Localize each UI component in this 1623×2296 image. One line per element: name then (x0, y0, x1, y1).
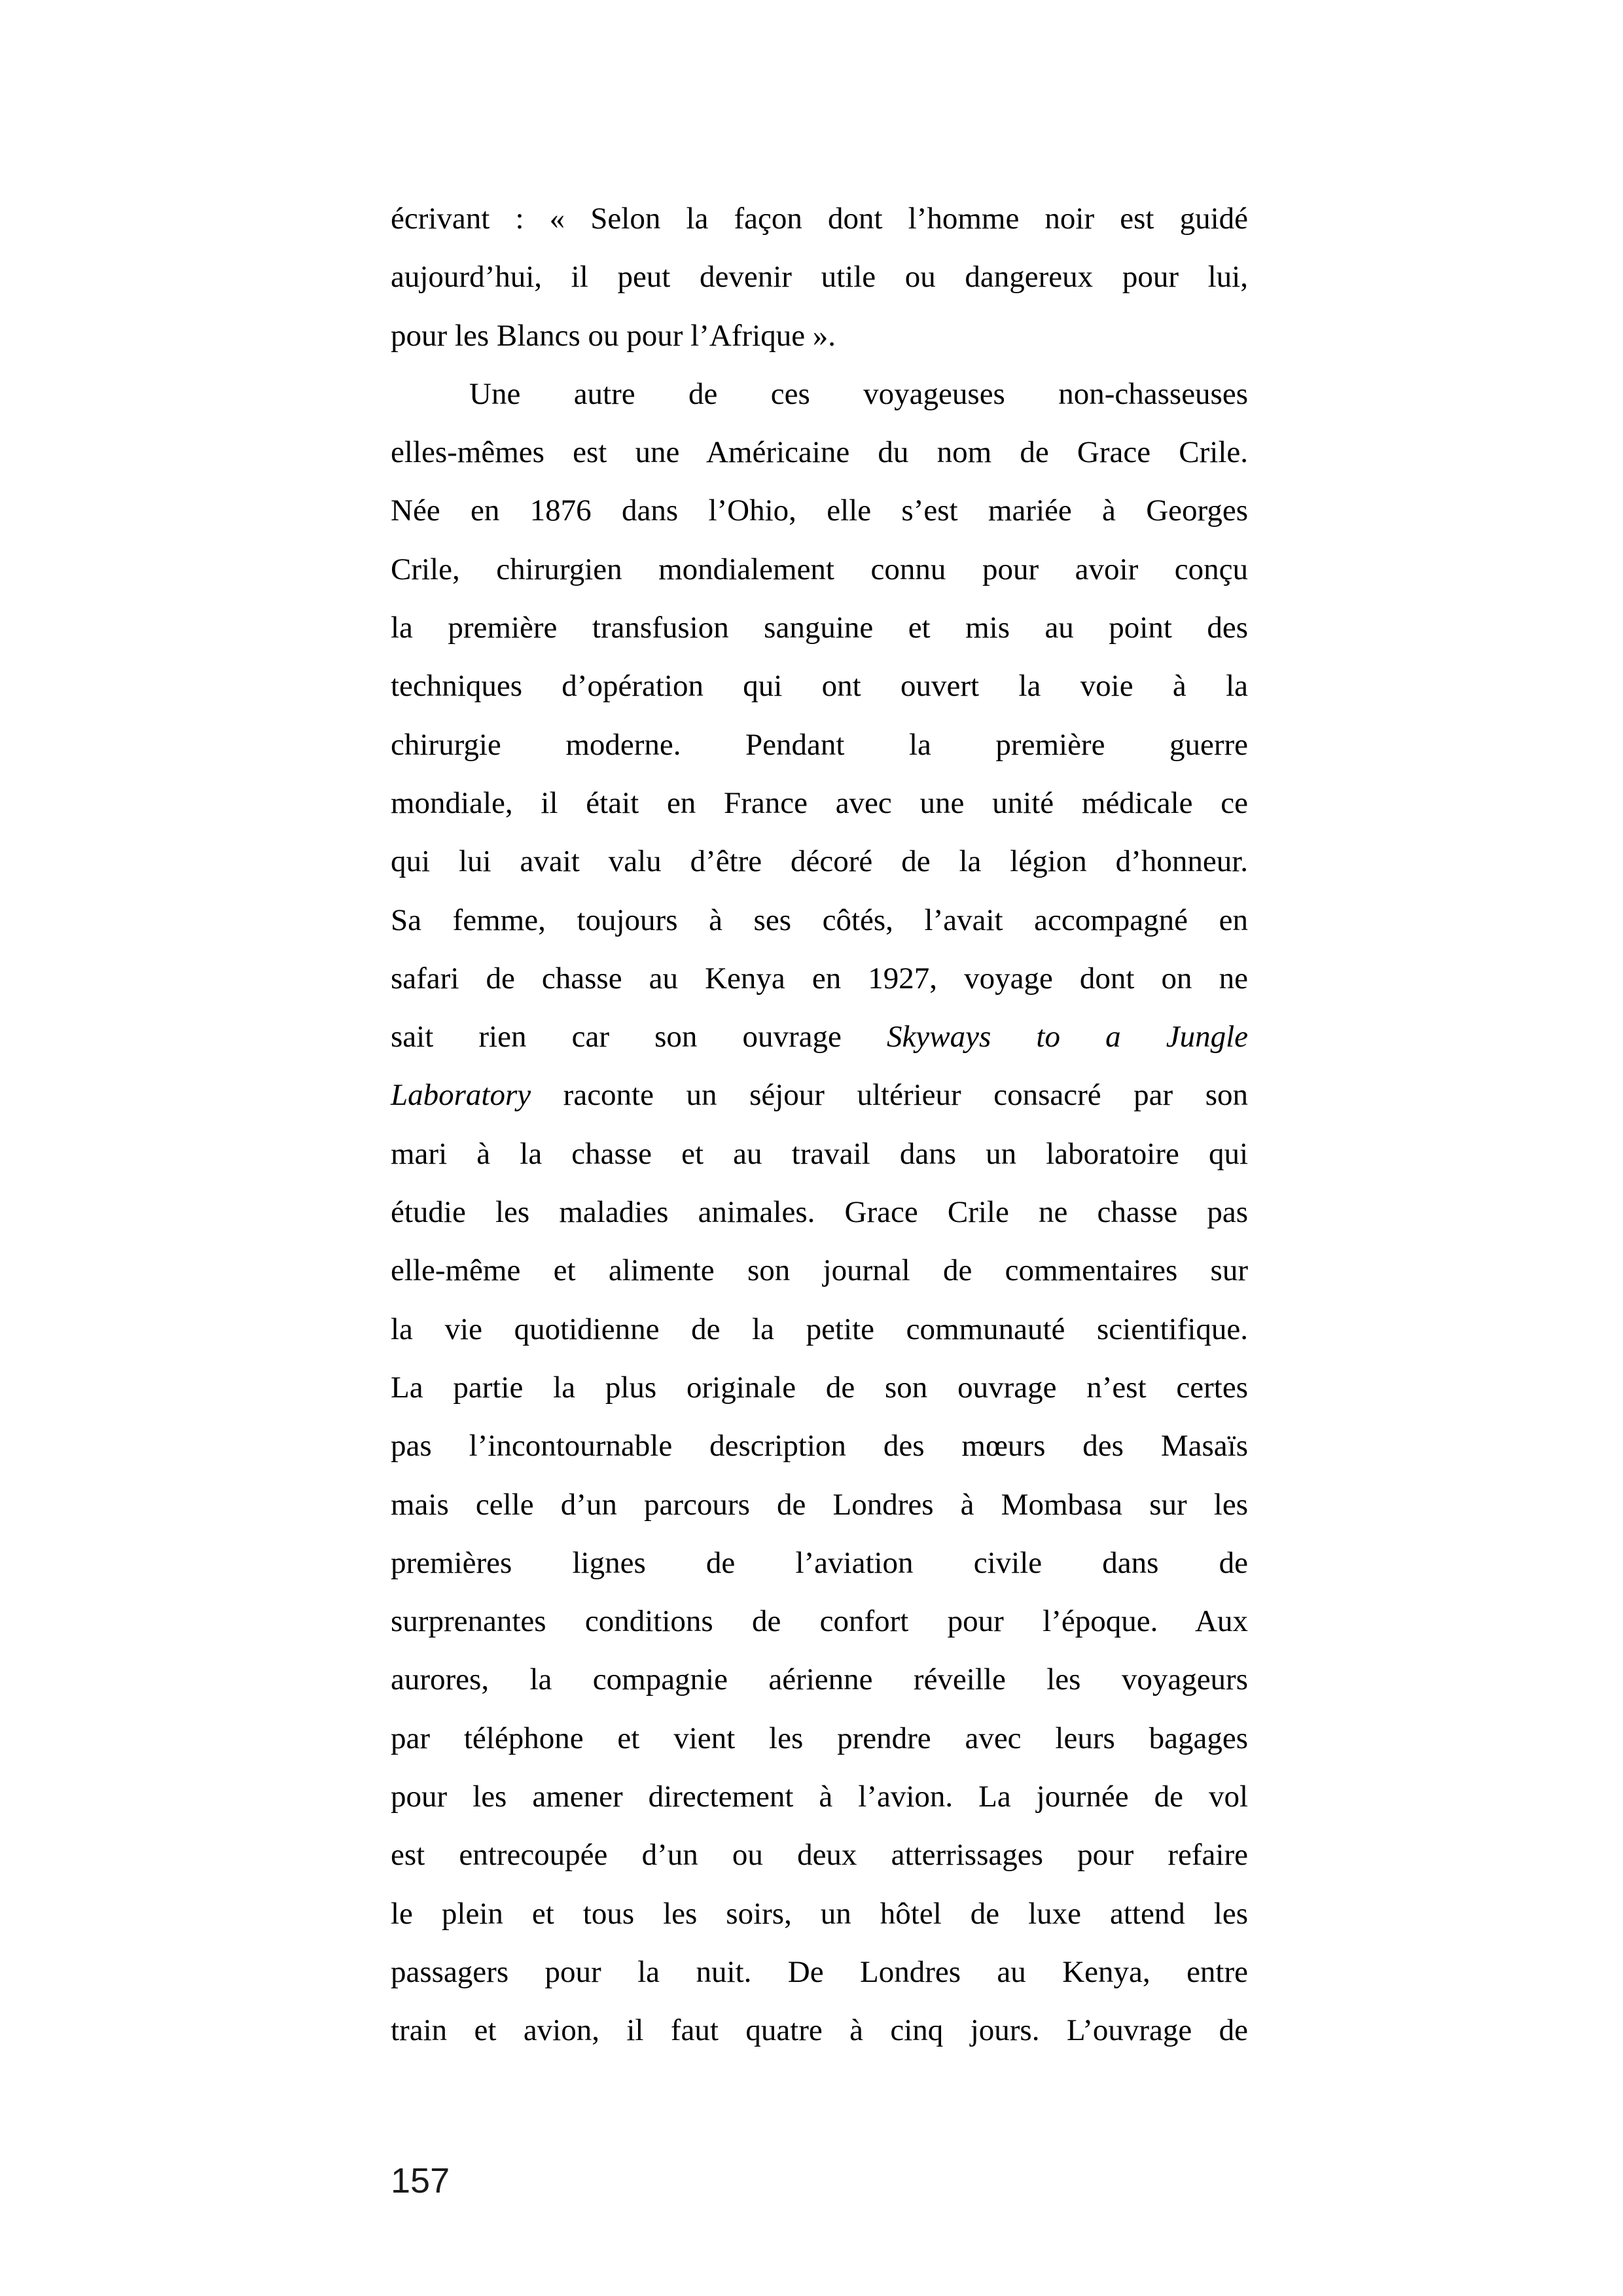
text-segment: mari à la chasse et au travail dans un laboratoire qui (391, 1136, 1248, 1171)
text-line (391, 482, 1248, 540)
text-line (391, 1066, 1248, 1124)
text-line (391, 307, 1248, 365)
text-line (391, 599, 1248, 657)
text-line (391, 1300, 1248, 1359)
text-segment: par téléphone et vient les prendre avec leurs bagages (391, 1721, 1248, 1755)
page-number: 157 (391, 2161, 450, 2200)
text-segment: écrivant : « Selon la façon dont l’homme noir est guidé (391, 202, 1248, 236)
text-line (391, 1651, 1248, 1709)
text-segment: pour les amener directement à l’avion. La journée de vol (391, 1780, 1248, 1814)
text-line (391, 1359, 1248, 1417)
text-segment: passagers pour la nuit. De Londres au Kenya, entre (391, 1954, 1248, 1989)
text-segment: Née en 1876 dans l’Ohio, elle s’est mariée à Georges (391, 493, 1248, 528)
text-line (391, 774, 1248, 833)
text-segment: étudie les maladies animales. Grace Crile ne chasse pas (391, 1195, 1248, 1230)
italic-text-segment: Laboratory (391, 1078, 531, 1113)
text-segment: train et avion, il faut quatre à cinq jours. L’ouvrage de (391, 2013, 1248, 2048)
text-segment: Une autre de ces voyageuses non-chasseuses (469, 376, 1248, 411)
text-segment: premières lignes de l’aviation civile dans de (391, 1545, 1248, 1580)
text-line (391, 1476, 1248, 1534)
italic-text-segment: Skyways to a Jungle (887, 1020, 1249, 1054)
text-segment: safari de chasse au Kenya en 1927, voyage dont on ne (391, 961, 1248, 996)
text-line (391, 950, 1248, 1008)
text-line (391, 1826, 1248, 1884)
text-line (391, 891, 1248, 950)
text-line (391, 716, 1248, 774)
text-segment: mondiale, il était en France avec une unité médicale ce (391, 785, 1248, 820)
text-line (391, 248, 1248, 306)
text-line (391, 1417, 1248, 1475)
text-line (391, 1534, 1248, 1592)
text-segment: sait rien car son ouvrage (391, 1020, 887, 1054)
text-segment: Crile, chirurgien mondialement connu pour avoir conçu (391, 552, 1248, 586)
text-segment: surprenantes conditions de confort pour l’époque. Aux (391, 1604, 1248, 1639)
text-line (391, 2001, 1248, 2060)
text-line (391, 1008, 1248, 1066)
text-segment: pour les Blancs ou pour l’Afrique ». (391, 318, 836, 353)
text-segment: la vie quotidienne de la petite communauté scientifique. (391, 1312, 1248, 1346)
text-segment: aurores, la compagnie aérienne réveille les voyageurs (391, 1662, 1248, 1697)
text-line (391, 1885, 1248, 1943)
text-line (391, 657, 1248, 715)
text-line (391, 1710, 1248, 1768)
text-line (391, 1242, 1248, 1300)
text-line (391, 1768, 1248, 1826)
text-segment: elles-mêmes est une Américaine du nom de Grace Crile. (391, 435, 1248, 470)
text-segment: pas l’incontournable description des mœurs des Masaïs (391, 1429, 1248, 1463)
text-segment: la première transfusion sanguine et mis au point des (391, 611, 1248, 645)
text-segment: le plein et tous les soirs, un hôtel de luxe attend les (391, 1896, 1248, 1931)
text-segment: mais celle d’un parcours de Londres à Mombasa sur les (391, 1487, 1248, 1522)
text-segment: est entrecoupée d’un ou deux atterrissages pour refaire (391, 1838, 1248, 1873)
text-segment: qui lui avait valu d’être décoré de la légion d’honneur. (391, 844, 1248, 879)
body-text (391, 190, 1248, 2060)
text-segment: La partie la plus originale de son ouvrage n’est certes (391, 1370, 1248, 1405)
text-segment: Sa femme, toujours à ses côtés, l’avait accompagné en (391, 903, 1248, 937)
text-segment: techniques d’opération qui ont ouvert la voie à la (391, 669, 1248, 704)
text-line (391, 1943, 1248, 2001)
text-line (391, 833, 1248, 891)
text-segment: elle-même et alimente son journal de commentaires sur (391, 1253, 1248, 1288)
text-segment: aujourd’hui, il peut devenir utile ou dangereux pour lui, (391, 260, 1248, 295)
text-line (391, 1592, 1248, 1651)
text-line (391, 541, 1248, 599)
text-line (391, 365, 1248, 423)
text-line (391, 1125, 1248, 1183)
text-line (391, 190, 1248, 248)
text-segment: raconte un séjour ultérieur consacré par son (531, 1078, 1248, 1113)
text-line (391, 423, 1248, 482)
text-segment: chirurgie moderne. Pendant la première guerre (391, 727, 1248, 762)
text-line (391, 1183, 1248, 1242)
